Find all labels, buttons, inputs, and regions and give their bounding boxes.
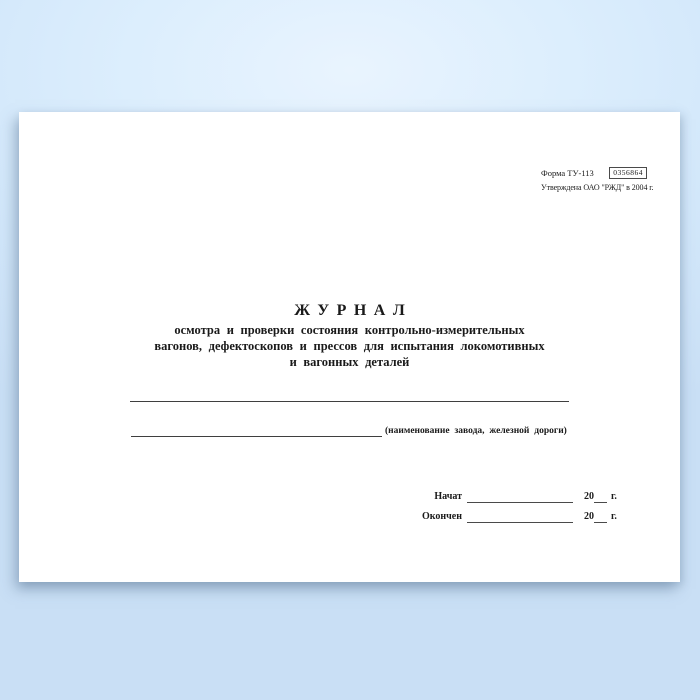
journal-cover-page	[19, 112, 680, 582]
approval-label: Утверждена ОАО "РЖД" в 2004 г.	[541, 183, 654, 192]
blank-line-name	[131, 425, 382, 437]
finished-label: Окончен	[421, 511, 462, 522]
started-year-suffix: г.	[611, 491, 617, 502]
subtitle-line-1: осмотра и проверки состояния контрольно-измерительных	[174, 323, 525, 337]
started-year-group	[584, 491, 617, 503]
started-year-prefix: 20	[584, 491, 594, 502]
name-line-row	[131, 425, 567, 437]
subtitle-line-3: и вагонных деталей	[289, 354, 410, 369]
form-header-row	[541, 167, 647, 179]
finished-year-group	[584, 511, 617, 523]
blank-line-full	[130, 388, 569, 402]
name-caption: (наименование завода, железной дороги)	[385, 426, 567, 436]
started-label: Начат	[434, 491, 462, 502]
started-blank-line	[467, 490, 573, 503]
subtitle-line-2: вагонов, дефектоскопов и прессов для испытания локомотивных	[154, 338, 545, 353]
dates-block	[418, 490, 617, 530]
started-row	[418, 490, 617, 503]
page-subtitle	[19, 323, 680, 370]
finished-blank-line	[467, 510, 573, 523]
started-year-blank	[594, 491, 607, 503]
form-header	[541, 167, 654, 193]
serial-number-box: 0356864	[609, 167, 647, 179]
form-number-label: Форма ТУ-113	[541, 168, 594, 178]
finished-year-prefix: 20	[584, 511, 594, 522]
page-title: ЖУРНАЛ	[294, 302, 413, 319]
finished-year-suffix: г.	[611, 511, 617, 522]
finished-year-blank	[594, 511, 607, 523]
finished-row	[418, 510, 617, 523]
